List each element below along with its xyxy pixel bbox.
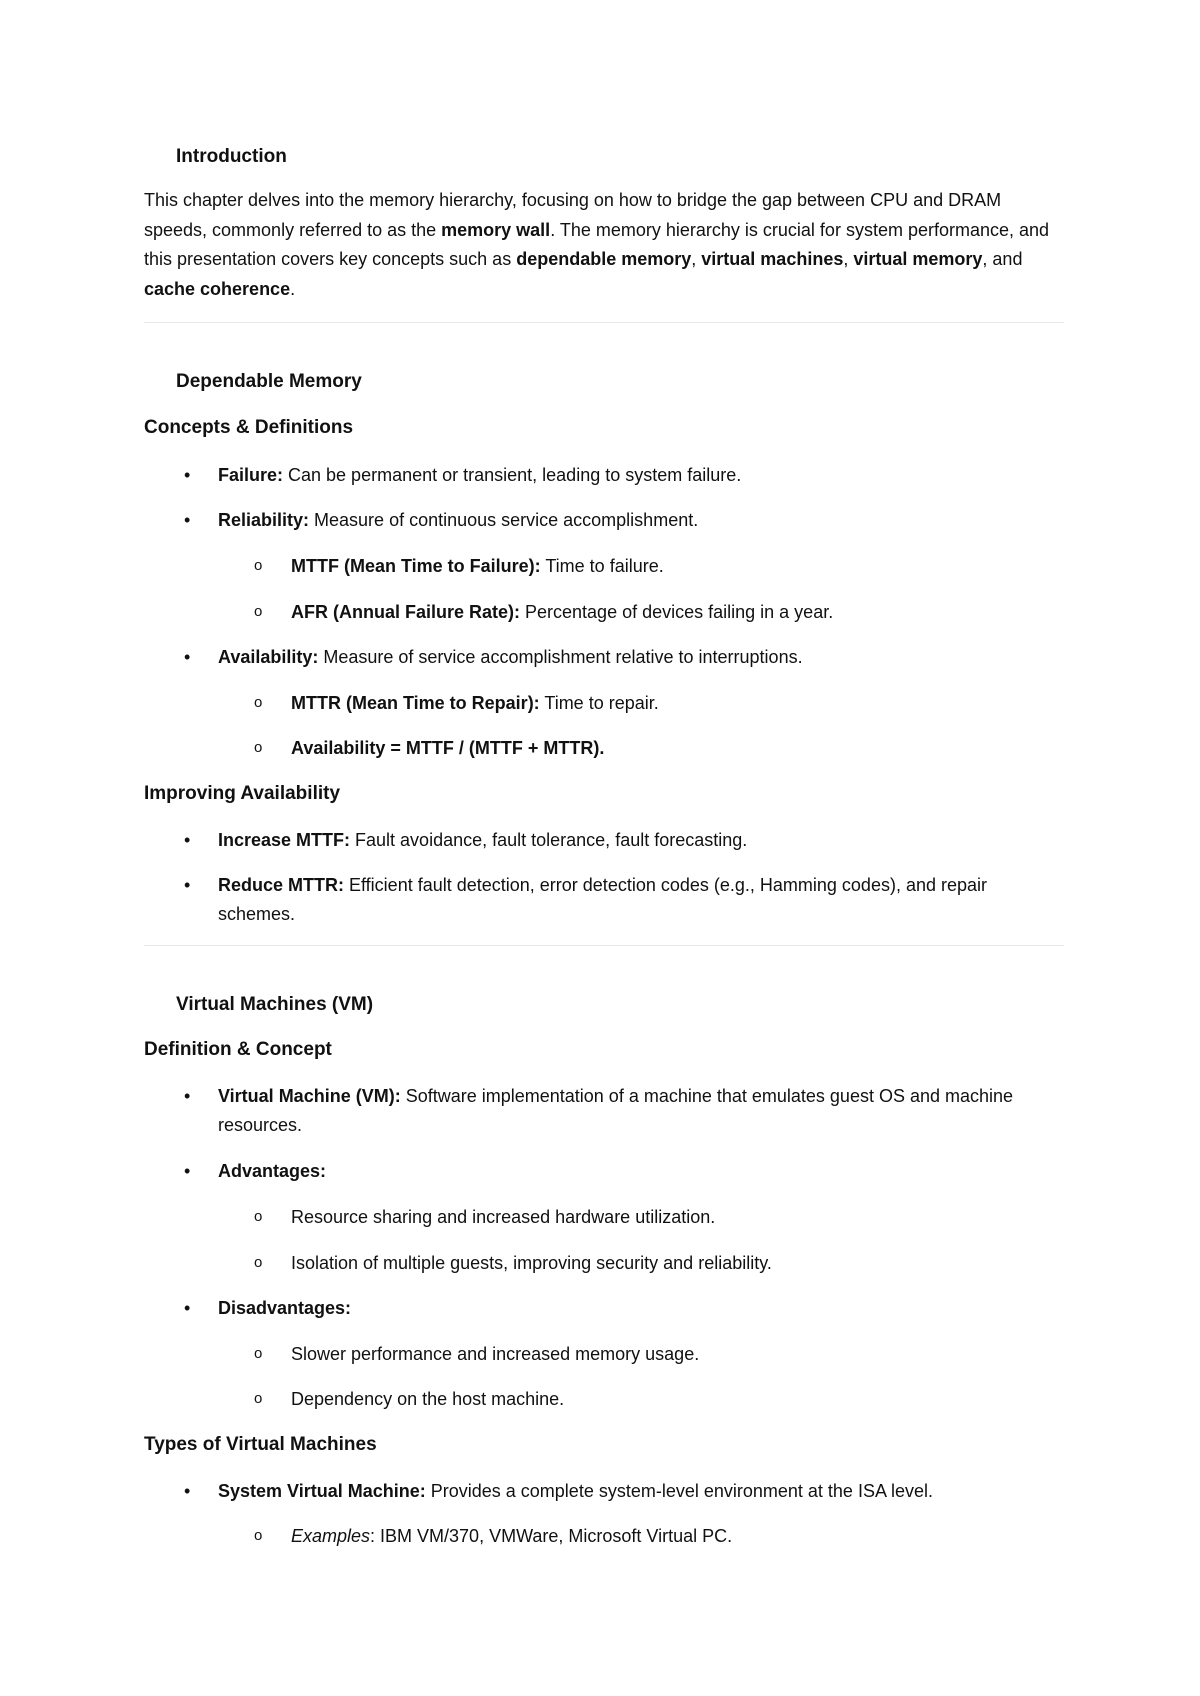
section-divider — [144, 322, 1064, 323]
bullet-glyph: • — [184, 465, 191, 485]
sub-bullet-glyph: o — [254, 1208, 263, 1225]
sub-bullet-glyph: o — [254, 1254, 263, 1271]
sub-item-adv2: Isolation of multiple guests, improving security and reliability. — [291, 1253, 772, 1273]
list-item-failure: Failure: Can be permanent or transient, leading to system failure. — [218, 465, 742, 485]
list-item-advantages: Advantages: — [218, 1161, 327, 1181]
concepts-heading: Concepts & Definitions — [144, 417, 354, 438]
bullet-glyph: • — [184, 1161, 191, 1181]
sub-bullet-glyph: o — [254, 557, 263, 574]
sub-bullet-glyph: o — [254, 739, 263, 756]
bullet-glyph: • — [184, 1086, 191, 1106]
bullet-glyph: • — [184, 830, 191, 850]
section-divider — [144, 945, 1064, 946]
intro-paragraph: This chapter delves into the memory hierarchy, focusing on how to bridge the gap between CPU and DRAM speeds, commonly referred to as the memory wall. The memory hierarchy is crucial for system performance, and this presentation covers key concepts such as dependable memory, virtual machines, virtual memory, and cache coherence. — [144, 190, 1050, 299]
vm-heading: Virtual Machines (VM) — [176, 994, 374, 1015]
sub-item-formula: Availability = MTTF / (MTTF + MTTR). — [291, 738, 605, 758]
list-item-reduce-mttr: Reduce MTTR: Efficient fault detection, error detection codes (e.g., Hamming codes), and repair schemes. — [218, 875, 987, 924]
sub-item-examples: Examples: IBM VM/370, VMWare, Microsoft Virtual PC. — [291, 1526, 733, 1546]
sub-item-afr: AFR (Annual Failure Rate): Percentage of devices failing in a year. — [291, 602, 834, 622]
sub-bullet-glyph: o — [254, 1390, 263, 1407]
bullet-glyph: • — [184, 875, 191, 895]
improving-heading: Improving Availability — [144, 783, 341, 804]
sub-bullet-glyph: o — [254, 694, 263, 711]
bullet-glyph: • — [184, 1298, 191, 1318]
sub-item-mttr: MTTR (Mean Time to Repair): Time to repair. — [291, 693, 659, 713]
definition-heading: Definition & Concept — [144, 1039, 332, 1060]
sub-item-dis2: Dependency on the host machine. — [291, 1389, 565, 1409]
intro-heading: Introduction — [176, 146, 287, 167]
sub-bullet-glyph: o — [254, 1345, 263, 1362]
sub-item-dis1: Slower performance and increased memory usage. — [291, 1344, 700, 1364]
sub-bullet-glyph: o — [254, 603, 263, 620]
bullet-glyph: • — [184, 510, 191, 530]
bullet-glyph: • — [184, 1481, 191, 1501]
list-item-increase-mttf: Increase MTTF: Fault avoidance, fault tolerance, fault forecasting. — [218, 830, 748, 850]
bullet-glyph: • — [184, 647, 191, 667]
sub-item-adv1: Resource sharing and increased hardware utilization. — [291, 1207, 716, 1227]
list-item-vm: Virtual Machine (VM): Software implementation of a machine that emulates guest OS and machine resources. — [218, 1086, 1014, 1135]
dependable-heading: Dependable Memory — [176, 371, 362, 392]
sub-bullet-glyph: o — [254, 1527, 263, 1544]
list-item-reliability: Reliability: Measure of continuous service accomplishment. — [218, 510, 699, 530]
list-item-system-vm: System Virtual Machine: Provides a complete system-level environment at the ISA level. — [218, 1481, 933, 1501]
sub-item-mttf: MTTF (Mean Time to Failure): Time to failure. — [291, 556, 664, 576]
list-item-availability: Availability: Measure of service accomplishment relative to interruptions. — [218, 647, 803, 667]
list-item-disadvantages: Disadvantages: — [218, 1298, 352, 1318]
types-heading: Types of Virtual Machines — [144, 1434, 377, 1455]
